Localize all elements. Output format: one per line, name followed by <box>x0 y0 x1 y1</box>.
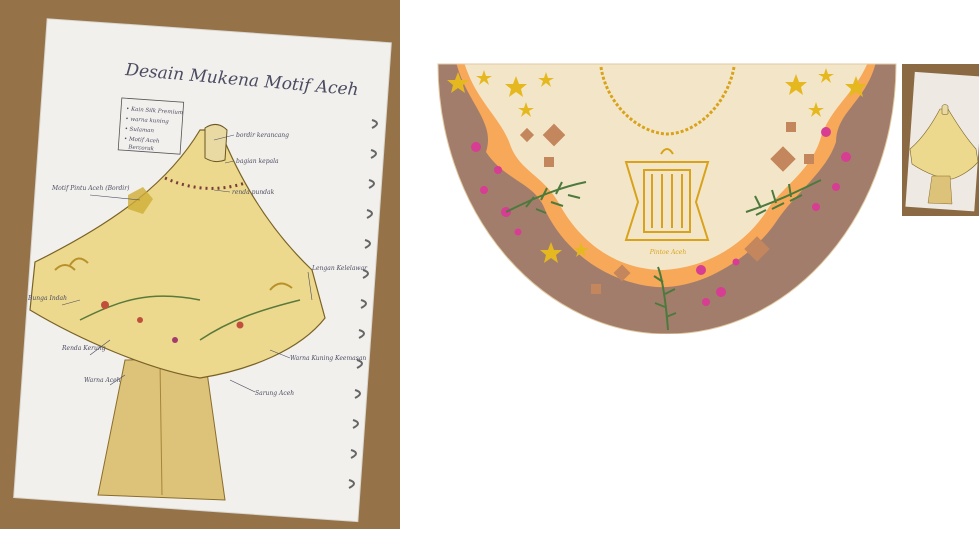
legend-line: • Kain Silk Premium <box>125 106 184 117</box>
annotation: Bunga Indah <box>28 295 67 302</box>
annotation: Warna Kuning Keemasan <box>290 355 367 362</box>
emblem-caption: Pintoe Aceh <box>649 249 687 256</box>
sketch-title: Desain Mukena Motif Aceh <box>124 60 360 101</box>
sketch-photo <box>0 0 400 529</box>
legend-line: Bercorak <box>128 144 155 153</box>
legend-line: • warna kuning <box>125 116 169 126</box>
thumbnail-photo <box>902 64 979 216</box>
annotation: Warna Aceh <box>84 377 121 384</box>
legend-line: • Motif Aceh <box>123 136 160 145</box>
annotation: Lengan Kelelawar <box>312 265 368 272</box>
annotation: Motif Pintu Aceh (Bordir) <box>52 185 130 192</box>
annotation: renda pundak <box>232 189 275 196</box>
mukena-pattern <box>436 62 898 334</box>
annotation: bagian kepala <box>236 158 279 165</box>
legend-line: • Sulaman <box>124 126 155 135</box>
annotation: Renda Kerung <box>62 345 106 352</box>
annotation: bordir kerancang <box>236 132 289 139</box>
annotation: Sarung Aceh <box>255 390 295 397</box>
